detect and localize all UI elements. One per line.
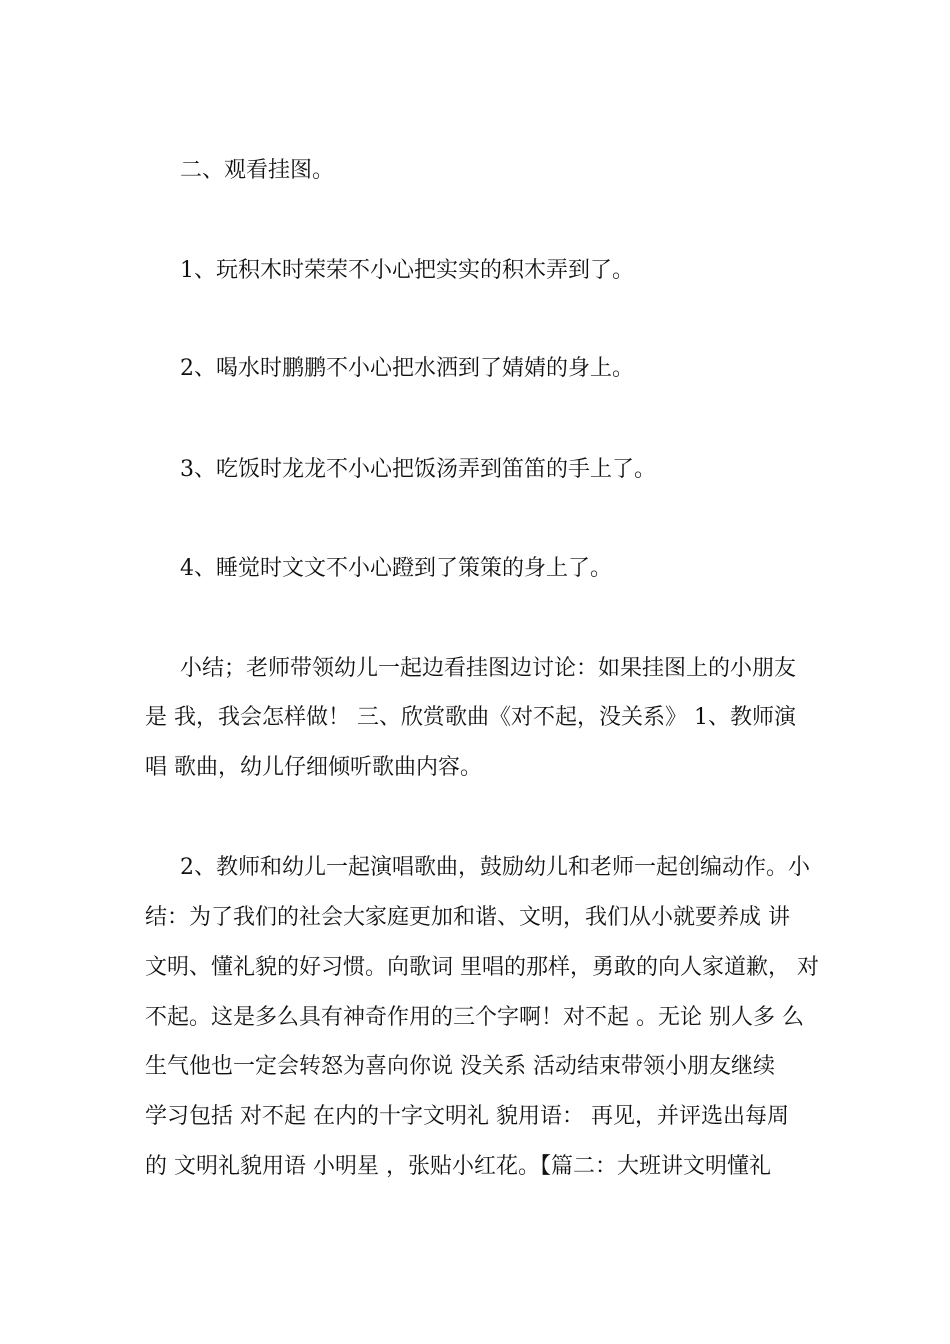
list-item: 3、吃饭时龙龙不小心把饭汤弄到笛笛的手上了。 [180,457,656,482]
list-item: 2、喝水时鹏鹏不小心把水洒到了婧婧的身上。 [180,356,634,381]
paragraph-line: 唱 歌曲，幼儿仔细倾听歌曲内容。 [145,755,482,780]
paragraph-line: 的 文明礼貌用语 小明星 ，张贴小红花。【篇二：大班讲文明懂礼 [145,1154,771,1179]
paragraph-line: 结：为了我们的社会大家庭更加和谐、文明，我们从小就要养成 讲 [145,905,790,930]
paragraph-line: 不起。这是多么具有神奇作用的三个字啊！对不起 。无论 别人多 么 [145,1005,804,1030]
paragraph-line: 学习包括 对不起 在内的十字文明礼 貌用语： 再见，并评选出每周 [145,1104,789,1129]
paragraph-line: 文明、懂礼貌的好习惯。向歌词 里唱的那样，勇敢的向人家道歉， 对 [145,955,819,980]
paragraph-line: 生气他也一定会转怒为喜向你说 没关系 活动结束带领小朋友继续 [145,1054,775,1079]
paragraph-line: 是 我，我会怎样做！ 三、欣赏歌曲《对不起，没关系》 1、教师演 [145,705,796,730]
list-item: 4、睡觉时文文不小心蹬到了策策的身上了。 [180,556,612,581]
list-item: 1、玩积木时荣荣不小心把实实的积木弄到了。 [180,258,634,283]
paragraph-line: 小结；老师带领幼儿一起边看挂图边讨论：如果挂图上的小朋友 [180,656,797,681]
paragraph-line: 2、教师和幼儿一起演唱歌曲，鼓励幼儿和老师一起创编动作。小 [180,855,810,880]
section-heading: 二、观看挂图。 [180,158,335,183]
